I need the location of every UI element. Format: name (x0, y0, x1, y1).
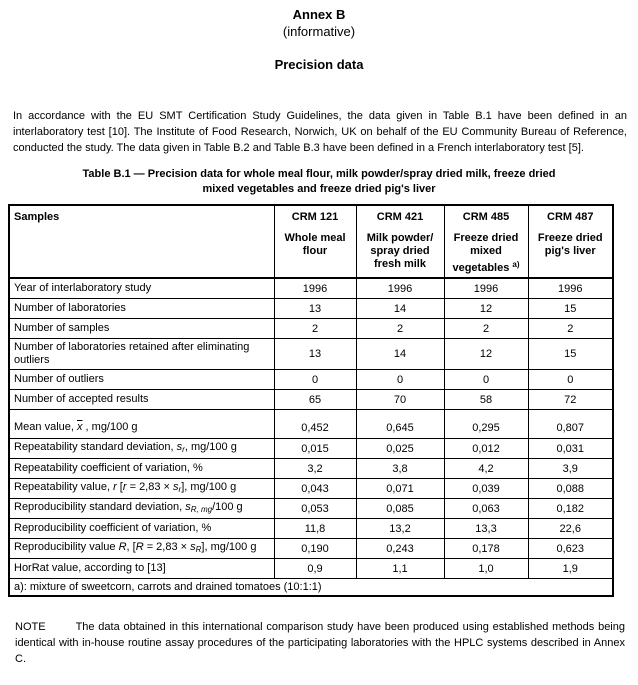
data-cell: 72 (528, 390, 613, 410)
note-paragraph (15, 619, 625, 667)
data-cell: 0,190 (274, 539, 356, 559)
label-segment: = 2,83 × (143, 541, 191, 553)
data-cell: 0 (444, 370, 528, 390)
label-segment: , [ (126, 541, 136, 553)
data-cell: 0,295 (444, 410, 528, 439)
section-title: Precision data (274, 57, 364, 72)
table-header-row (9, 205, 613, 278)
row-label (9, 519, 274, 539)
table-row (9, 410, 613, 439)
intro-paragraph: In accordance with the EU SMT Certification Study Guidelines, the data given in Table B.1 have been defined in an interlaboratory test [10]. The Institute of Food Research, Norwich, UK on behalf of the EU Community Bureau of Reference, conducted the study. The data given in Table B.2 and Table B.3 have been defined in a French interlaboratory test [5]. (13, 110, 627, 154)
label-segment: Reproducibility standard deviation, (14, 501, 186, 513)
label-segment: Number of accepted results (14, 393, 149, 405)
table-footnote-row (9, 579, 613, 597)
data-cell: 0,9 (274, 559, 356, 579)
data-cell: 1996 (356, 278, 444, 299)
data-cell: 0,645 (356, 410, 444, 439)
data-cell: 2 (274, 319, 356, 339)
label-segment: s (190, 541, 196, 553)
label-segment: Number of laboratories (14, 302, 126, 314)
data-cell: 0 (274, 370, 356, 390)
crm-description: Whole meal flour (284, 232, 346, 257)
row-label (9, 499, 274, 519)
data-cell: 2 (528, 319, 613, 339)
data-cell: 15 (528, 299, 613, 319)
label-segment: Repeatability coefficient of variation, % (14, 462, 203, 474)
label-segment: Reproducibility value (14, 541, 119, 553)
row-label (9, 439, 274, 459)
data-cell: 0 (528, 370, 613, 390)
data-cell: 11,8 (274, 519, 356, 539)
data-cell: 0,807 (528, 410, 613, 439)
label-segment: Repeatability value, (14, 481, 114, 493)
crm-description: Milk powder/ spray dried fresh milk (366, 232, 434, 270)
data-cell: 0,623 (528, 539, 613, 559)
data-cell: 1996 (274, 278, 356, 299)
table-row (9, 370, 613, 390)
label-segment: Reproducibility coefficient of variation, % (14, 522, 212, 534)
data-cell: 1996 (444, 278, 528, 299)
row-label (9, 339, 274, 370)
crm-code: CRM 121 (291, 211, 339, 223)
label-segment: r (113, 481, 117, 493)
row-label (9, 278, 274, 299)
row-label (9, 459, 274, 479)
precision-table (8, 204, 614, 597)
data-cell: 13,3 (444, 519, 528, 539)
data-cell: 1,1 (356, 559, 444, 579)
label-segment: s (185, 501, 191, 513)
label-segment: s (176, 441, 183, 453)
data-cell: 1996 (528, 278, 613, 299)
label-segment: ], mg/100 g (181, 481, 237, 493)
table-row (9, 499, 613, 519)
data-cell: 2 (444, 319, 528, 339)
table-caption: Table B.1 — Precision data for whole meal flour, milk powder/spray dried milk, freeze dried mixed vegetables and freeze dried pig's liver (82, 168, 556, 195)
row-label (9, 539, 274, 559)
data-cell: 3,2 (274, 459, 356, 479)
table-row (9, 519, 613, 539)
label-segment: HorRat value, according to [13] (14, 562, 166, 574)
data-cell: 58 (444, 390, 528, 410)
crm-column-header (274, 205, 356, 278)
table-row (9, 339, 613, 370)
crm-code: CRM 421 (376, 211, 424, 223)
data-cell: 1,9 (528, 559, 613, 579)
label-segment: , mg/100 g (184, 441, 237, 453)
samples-header-cell: Samples (9, 205, 274, 278)
row-label (9, 559, 274, 579)
crm-description: Freeze dried pig's liver (537, 232, 603, 257)
table-row (9, 559, 613, 579)
data-cell: 13 (274, 299, 356, 319)
row-label (9, 299, 274, 319)
data-cell: 14 (356, 299, 444, 319)
table-row (9, 459, 613, 479)
table-row (9, 439, 613, 459)
label-segment: Repeatability standard deviation, (14, 441, 177, 453)
data-cell: 2 (356, 319, 444, 339)
data-cell: 15 (528, 339, 613, 370)
table-row (9, 299, 613, 319)
label-segment: r (122, 481, 127, 493)
label-segment: /100 g (212, 501, 243, 513)
crm-code: CRM 485 (462, 211, 510, 223)
data-cell: 3,9 (528, 459, 613, 479)
label-segment: s (173, 481, 179, 493)
table-row (9, 479, 613, 499)
row-label (9, 370, 274, 390)
label-segment: R, mg (190, 505, 213, 514)
data-cell: 22,6 (528, 519, 613, 539)
data-cell: 0,178 (444, 539, 528, 559)
data-cell: 0,031 (528, 439, 613, 459)
label-segment: = 2,83 × (126, 481, 174, 493)
table-row (9, 390, 613, 410)
data-cell: 70 (356, 390, 444, 410)
label-segment: Mean value, (14, 421, 77, 433)
data-cell: 0,043 (274, 479, 356, 499)
data-cell: 0,182 (528, 499, 613, 519)
note-text: The data obtained in this international comparison study have been produced using established methods being identical with in-house routine assay procedures of the participating laboratories with the HPLC systems described in Annex C. (15, 621, 625, 665)
label-segment: Year of interlaboratory study (14, 282, 152, 294)
data-cell: 0,243 (356, 539, 444, 559)
data-cell: 0,452 (274, 410, 356, 439)
label-segment: [ (116, 481, 123, 493)
table-row (9, 278, 613, 299)
data-cell: 0,071 (356, 479, 444, 499)
crm-column-header (356, 205, 444, 278)
note-label: NOTE (15, 621, 46, 633)
label-segment: Number of outliers (14, 373, 104, 385)
data-cell: 3,8 (356, 459, 444, 479)
label-segment: R (135, 541, 144, 553)
data-cell: 0,085 (356, 499, 444, 519)
data-cell: 65 (274, 390, 356, 410)
label-segment: r (182, 445, 185, 454)
data-cell: 0,015 (274, 439, 356, 459)
data-cell: 1,0 (444, 559, 528, 579)
data-cell: 0,039 (444, 479, 528, 499)
label-segment: R (118, 541, 127, 553)
table-row (9, 539, 613, 559)
crm-description: Freeze dried mixed vegetables $^{a)}$ (452, 232, 520, 274)
data-cell: 0,053 (274, 499, 356, 519)
data-cell: 0,025 (356, 439, 444, 459)
crm-column-header (528, 205, 613, 278)
label-segment: r (178, 485, 182, 494)
data-cell: 12 (444, 299, 528, 319)
data-cell: 0,063 (444, 499, 528, 519)
data-cell: 4,2 (444, 459, 528, 479)
table-row (9, 319, 613, 339)
footnote-marker: a) (512, 260, 520, 269)
label-segment: Number of laboratories retained after eliminating outliers (14, 341, 250, 366)
data-cell: 14 (356, 339, 444, 370)
label-segment: R (195, 545, 202, 554)
data-cell: 0,012 (444, 439, 528, 459)
label-segment: Number of samples (14, 322, 110, 334)
table-footnote: a): mixture of sweetcorn, carrots and drained tomatoes (10:1:1) (9, 579, 613, 597)
label-segment: , mg/100 g (82, 421, 138, 433)
table-body (9, 278, 613, 596)
annex-subtitle: (informative) (282, 24, 356, 39)
data-cell: 0,088 (528, 479, 613, 499)
row-label (9, 479, 274, 499)
row-label (9, 319, 274, 339)
data-cell: 13,2 (356, 519, 444, 539)
crm-code: CRM 487 (547, 211, 594, 223)
data-cell: 12 (444, 339, 528, 370)
annex-title: Annex B (292, 7, 346, 22)
crm-column-header (444, 205, 528, 278)
data-cell: 13 (274, 339, 356, 370)
row-label (9, 390, 274, 410)
label-segment: $\overline{x}$ (76, 421, 83, 433)
row-label (9, 410, 274, 439)
data-cell: 0 (356, 370, 444, 390)
label-segment: ], mg/100 g (201, 541, 257, 553)
